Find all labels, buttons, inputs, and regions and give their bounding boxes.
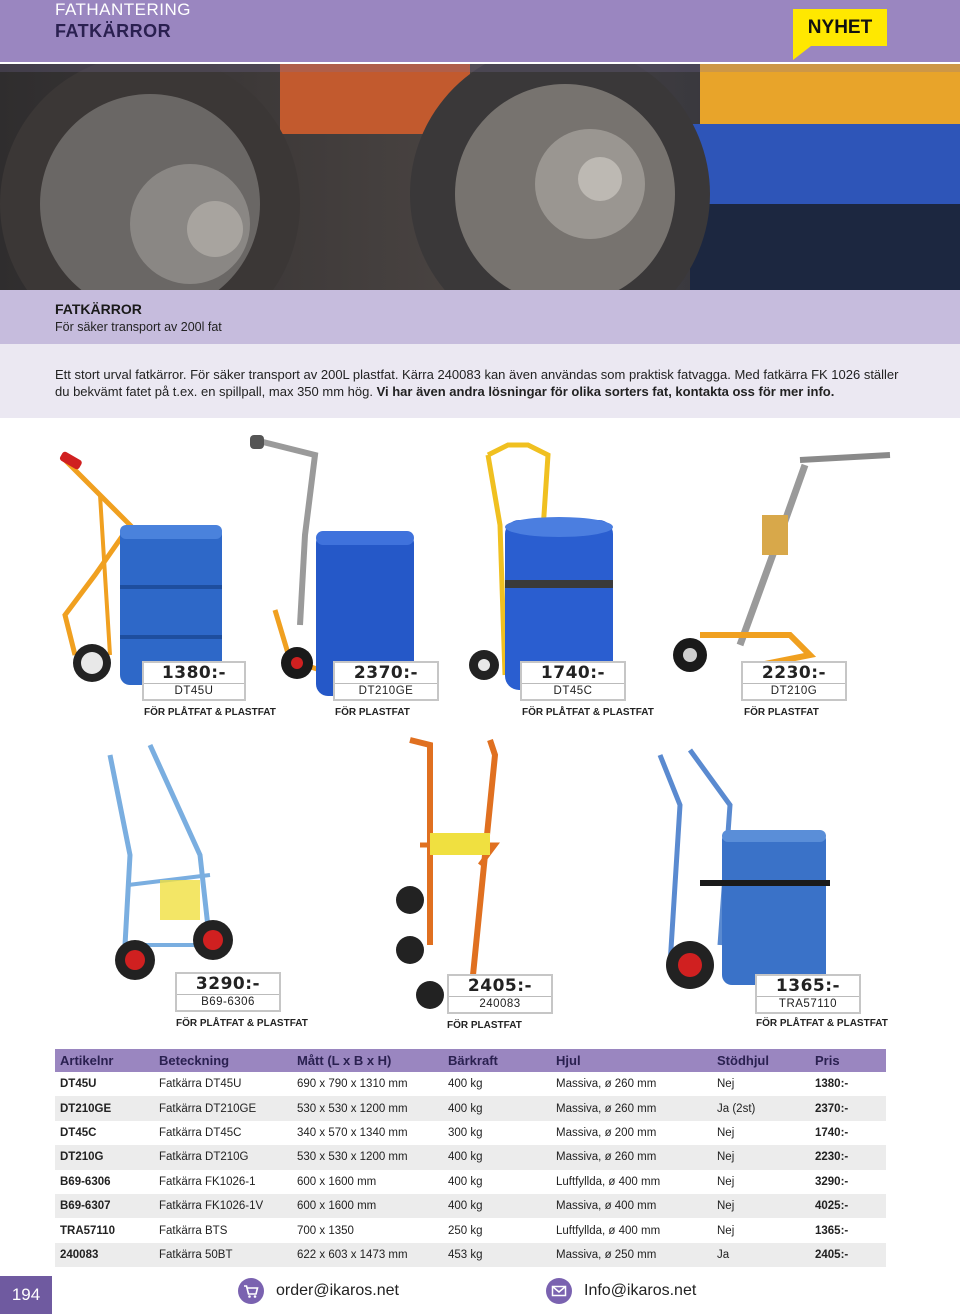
info-email: Info@ikaros.net — [584, 1282, 697, 1299]
table-row — [55, 1145, 886, 1169]
info-email-link[interactable] — [546, 1276, 696, 1306]
price: 1365:- — [757, 976, 859, 997]
cell-barkraft: 400 kg — [448, 1078, 483, 1091]
col-stodhjul: Stödhjul — [712, 1049, 810, 1072]
cell-pris: 2230:- — [810, 1145, 886, 1169]
price: 1740:- — [522, 663, 624, 684]
price: 2230:- — [743, 663, 845, 684]
cell-beteckning: Fatkärra DT210GE — [154, 1096, 292, 1120]
cell-matt: 530 x 530 x 1200 mm — [292, 1096, 443, 1120]
cell-hjul: Luftfyllda, ø 400 mm — [556, 1224, 661, 1237]
hero-image — [0, 64, 960, 290]
price-tag-b69-6306 — [175, 972, 281, 1012]
drum-type-label: FÖR PLÅTFAT & PLASTFAT — [144, 707, 276, 718]
article-code: DT45U — [174, 685, 214, 697]
drum-type-label: FÖR PLASTFAT — [447, 1020, 522, 1031]
article-code: DT210G — [770, 685, 818, 697]
cell-hjul: Massiva, ø 400 mm — [551, 1194, 712, 1218]
cell-artikelnr: TRA57110 — [60, 1224, 115, 1237]
cell-artikelnr: DT45U — [60, 1078, 97, 1091]
section-subtitle: För säker transport av 200l fat — [55, 320, 222, 334]
cell-stodhjul: Nej — [717, 1175, 735, 1188]
cell-artikelnr: B69-6307 — [55, 1194, 154, 1218]
cart-240083-image — [396, 740, 495, 1009]
cell-stodhjul: Ja (2st) — [712, 1096, 810, 1120]
envelope-icon — [546, 1278, 572, 1304]
drum-type-label: FÖR PLÅTFAT & PLASTFAT — [522, 707, 654, 718]
cell-barkraft: 453 kg — [443, 1243, 551, 1267]
table-row — [55, 1096, 886, 1120]
article-code: DT45C — [553, 685, 593, 697]
intro-band — [0, 344, 960, 418]
price: 1380:- — [144, 663, 244, 684]
price-tag-dt210ge — [333, 661, 439, 701]
header-title: FATKÄRROR — [55, 21, 172, 41]
cart-b69-6306-image — [110, 745, 233, 980]
price-tag-tra57110 — [755, 974, 861, 1014]
cell-stodhjul: Nej — [717, 1126, 735, 1139]
intro-bold-text: Vi har även andra lösningar för olika sorters fat, kontakta oss för mer info. — [376, 384, 835, 399]
order-email-link[interactable] — [238, 1276, 399, 1306]
cell-barkraft: 400 kg — [443, 1096, 551, 1120]
cell-pris: 1380:- — [815, 1078, 849, 1091]
cell-hjul: Massiva, ø 260 mm — [551, 1145, 712, 1169]
cell-hjul: Massiva, ø 260 mm — [556, 1078, 657, 1091]
category-label: FATHANTERING — [55, 0, 192, 19]
section-title-band — [0, 290, 960, 344]
cell-barkraft: 400 kg — [443, 1145, 551, 1169]
hero-wheels-illustration — [0, 64, 960, 290]
cell-stodhjul: Nej — [712, 1145, 810, 1169]
cell-pris: 2405:- — [810, 1243, 886, 1267]
price: 2405:- — [449, 976, 551, 997]
cell-beteckning: Fatkärra DT210G — [154, 1145, 292, 1169]
cell-matt: 700 x 1350 — [297, 1224, 354, 1237]
article-code: DT210GE — [358, 685, 414, 697]
price: 2370:- — [335, 663, 437, 684]
col-pris: Pris — [810, 1049, 886, 1072]
table-row — [55, 1218, 886, 1242]
drum-type-label: FÖR PLASTFAT — [335, 707, 410, 718]
cell-stodhjul: Ja — [712, 1243, 810, 1267]
price-tag-dt210g — [741, 661, 847, 701]
cell-pris: 2370:- — [810, 1096, 886, 1120]
table-row — [55, 1170, 886, 1194]
price-tag-240083 — [447, 974, 553, 1014]
cell-matt: 600 x 1600 mm — [297, 1175, 377, 1188]
price-tag-dt45c — [520, 661, 626, 701]
cart-icon — [238, 1278, 264, 1304]
cell-artikelnr: DT210GE — [55, 1096, 154, 1120]
cell-beteckning: Fatkärra 50BT — [154, 1243, 292, 1267]
cell-hjul: Massiva, ø 200 mm — [556, 1126, 657, 1139]
col-hjul: Hjul — [551, 1049, 712, 1072]
nyhet-badge: NYHET — [793, 9, 887, 46]
cell-stodhjul: Nej — [712, 1194, 810, 1218]
article-code: TRA57110 — [778, 998, 838, 1010]
price-tag-dt45u — [142, 661, 246, 701]
cell-beteckning: Fatkärra FK1026-1 — [159, 1175, 256, 1188]
cell-beteckning: Fatkärra DT45C — [159, 1126, 242, 1139]
cart-dt45c-image — [469, 445, 613, 690]
section-title: FATKÄRROR — [55, 301, 142, 317]
intro-text: Ett stort urval fatkärror. För säker transport av 200L plastfat. Kärra 240083 kan även användas som praktisk fatvagga. Med fatkärra FK 1026 ställer du bekvämt fatet på t.ex. en spillpall, max 350 mm hög. — [55, 367, 899, 399]
price: 3290:- — [177, 974, 279, 995]
article-code: B69-6306 — [201, 996, 255, 1008]
cell-pris: 3290:- — [815, 1175, 849, 1188]
cell-matt: 690 x 790 x 1310 mm — [297, 1078, 408, 1091]
cell-stodhjul: Nej — [717, 1224, 735, 1237]
col-matt: Mått (L x B x H) — [292, 1049, 443, 1072]
cell-matt: 600 x 1600 mm — [292, 1194, 443, 1218]
cell-artikelnr: DT45C — [60, 1126, 97, 1139]
cell-pris: 1740:- — [815, 1126, 849, 1139]
cell-pris: 4025:- — [810, 1194, 886, 1218]
cell-barkraft: 400 kg — [448, 1175, 483, 1188]
cell-artikelnr: DT210G — [55, 1145, 154, 1169]
cart-dt210g-image — [673, 455, 890, 672]
cell-beteckning: Fatkärra BTS — [159, 1224, 228, 1237]
col-beteckning: Beteckning — [154, 1049, 292, 1072]
cell-artikelnr: 240083 — [55, 1243, 154, 1267]
drum-type-label: FÖR PLÅTFAT & PLASTFAT — [176, 1018, 308, 1029]
cell-barkraft: 300 kg — [448, 1126, 483, 1139]
cell-barkraft: 400 kg — [443, 1194, 551, 1218]
table-row — [55, 1194, 886, 1218]
cell-stodhjul: Nej — [717, 1078, 735, 1091]
article-code: 240083 — [479, 998, 521, 1010]
cell-beteckning: Fatkärra FK1026-1V — [154, 1194, 292, 1218]
intro-paragraph — [55, 366, 915, 400]
cell-barkraft: 250 kg — [448, 1224, 483, 1237]
page-number: 194 — [0, 1276, 52, 1314]
cell-hjul: Massiva, ø 260 mm — [551, 1096, 712, 1120]
cart-dt210ge-image — [250, 435, 414, 696]
col-barkraft: Bärkraft — [443, 1049, 551, 1072]
cell-pris: 1365:- — [815, 1224, 849, 1237]
order-email: order@ikaros.net — [276, 1282, 399, 1299]
spec-table — [55, 1049, 886, 1267]
cart-dt45u-image — [59, 451, 222, 685]
cell-hjul: Massiva, ø 250 mm — [551, 1243, 712, 1267]
cart-tra57110-image — [660, 750, 830, 989]
cell-matt: 622 x 603 x 1473 mm — [292, 1243, 443, 1267]
drum-type-label: FÖR PLASTFAT — [744, 707, 819, 718]
drum-type-label: FÖR PLÅTFAT & PLASTFAT — [756, 1018, 888, 1029]
cell-artikelnr: B69-6306 — [60, 1175, 111, 1188]
page-header — [0, 0, 960, 62]
table-row — [55, 1121, 886, 1145]
cell-hjul: Luftfyllda, ø 400 mm — [556, 1175, 661, 1188]
cell-matt: 530 x 530 x 1200 mm — [292, 1145, 443, 1169]
badge-tail — [793, 46, 811, 60]
product-illustrations — [0, 425, 960, 1045]
col-artikelnr: Artikelnr — [55, 1049, 154, 1072]
table-header-row — [55, 1049, 886, 1072]
table-row — [55, 1243, 886, 1267]
table-row — [55, 1072, 886, 1096]
cell-beteckning: Fatkärra DT45U — [159, 1078, 242, 1091]
cell-matt: 340 x 570 x 1340 mm — [297, 1126, 408, 1139]
